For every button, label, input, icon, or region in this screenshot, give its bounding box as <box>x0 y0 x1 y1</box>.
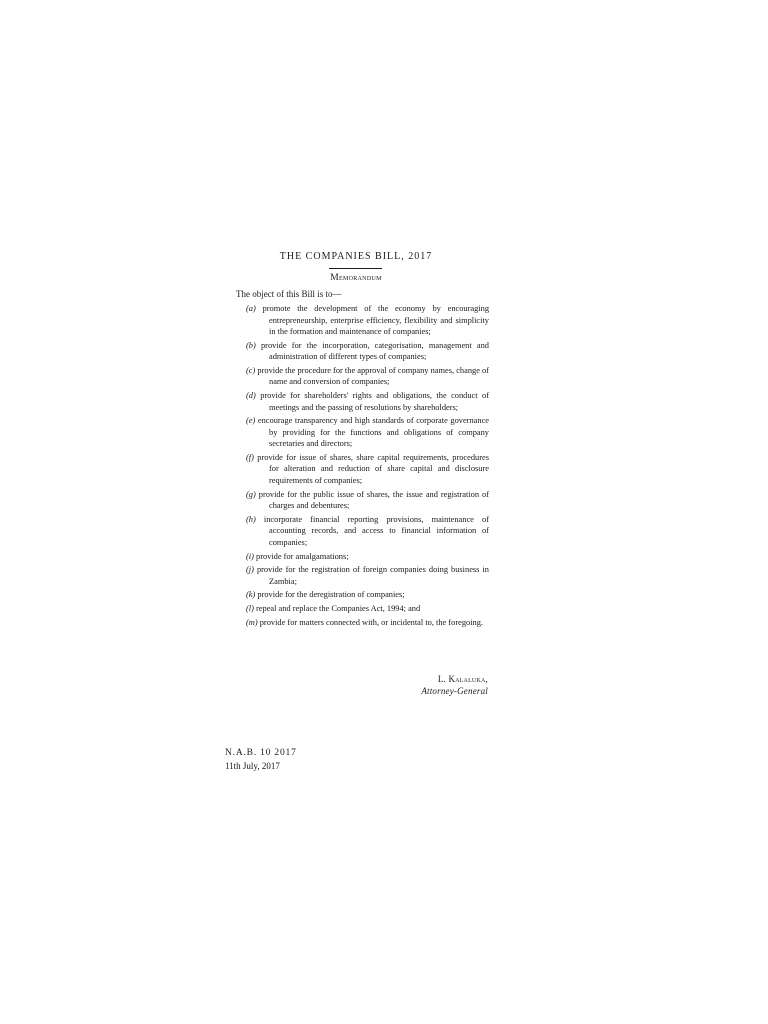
item-key: (k) <box>246 590 256 600</box>
item-key: (a) <box>246 304 256 313</box>
item-key: (h) <box>246 514 256 524</box>
list-item <box>246 603 489 615</box>
item-text: encourage transparency and high standards of corporate governance by providing for the functions and obligations of company secretaries and directors; <box>257 416 489 449</box>
item-key: (e) <box>246 416 256 426</box>
bill-date: 11th July, 2017 <box>225 761 280 771</box>
intro-text: The object of this Bill is to— <box>236 289 342 299</box>
objects-list <box>246 303 489 630</box>
item-text: provide the procedure for the approval of company names, change of name and conversion of companies; <box>257 365 490 387</box>
item-text: provide for the public issue of shares, the issue and registration of charges and debentures; <box>258 489 489 511</box>
item-text: provide for shareholders' rights and obligations, the conduct of meetings and the passing of resolutions by shareholders; <box>260 391 490 412</box>
item-key: (j) <box>246 565 254 575</box>
list-item <box>246 564 489 587</box>
item-key: (i) <box>246 551 254 561</box>
bill-title: THE COMPANIES BILL, 2017 <box>279 251 433 262</box>
item-text: provide for matters connected with, or incidental to, the foregoing. <box>259 617 483 627</box>
list-item <box>246 514 489 549</box>
list-item <box>246 617 489 629</box>
list-item <box>246 589 489 601</box>
item-key: (m) <box>246 617 258 627</box>
item-key: (d) <box>246 391 256 401</box>
item-text: promote the development of the economy by encouraging entrepreneurship, enterprise efficiency, flexibility and simplicity in the formation and maintenance of companies; <box>262 304 490 336</box>
list-item <box>246 365 489 388</box>
item-text: provide for the incorporation, categorisation, management and administration of different types of companies; <box>260 340 489 362</box>
item-text: provide for the deregistration of companies; <box>257 590 405 600</box>
item-key: (b) <box>246 340 256 350</box>
item-text: incorporate financial reporting provisions, maintenance of accounting records, and access to financial information of companies; <box>263 514 489 547</box>
list-item <box>246 415 489 450</box>
item-key: (l) <box>246 604 254 614</box>
list-item <box>246 303 489 338</box>
memorandum-heading: Memorandum <box>330 273 382 283</box>
title-divider <box>329 268 382 269</box>
list-item <box>246 452 489 487</box>
bill-reference: N.A.B. 10 2017 <box>225 748 297 758</box>
item-text: repeal and replace the Companies Act, 1994; and <box>256 604 421 614</box>
list-item <box>246 551 489 563</box>
list-item <box>246 489 489 512</box>
item-key: (g) <box>246 489 256 499</box>
signatory-name: L. Kalaluka, <box>437 674 488 684</box>
item-key: (c) <box>246 365 256 375</box>
item-text: provide for amalgamations; <box>256 551 349 561</box>
item-text: provide for the registration of foreign companies doing business in Zambia; <box>256 565 489 586</box>
signatory-title: Attorney-General <box>421 686 488 696</box>
item-text: provide for issue of shares, share capital requirements, procedures for alteration and reduction of share capital and disclosure requirements of companies; <box>257 452 490 485</box>
list-item <box>246 390 489 413</box>
item-key: (f) <box>246 452 254 462</box>
list-item <box>246 340 489 363</box>
